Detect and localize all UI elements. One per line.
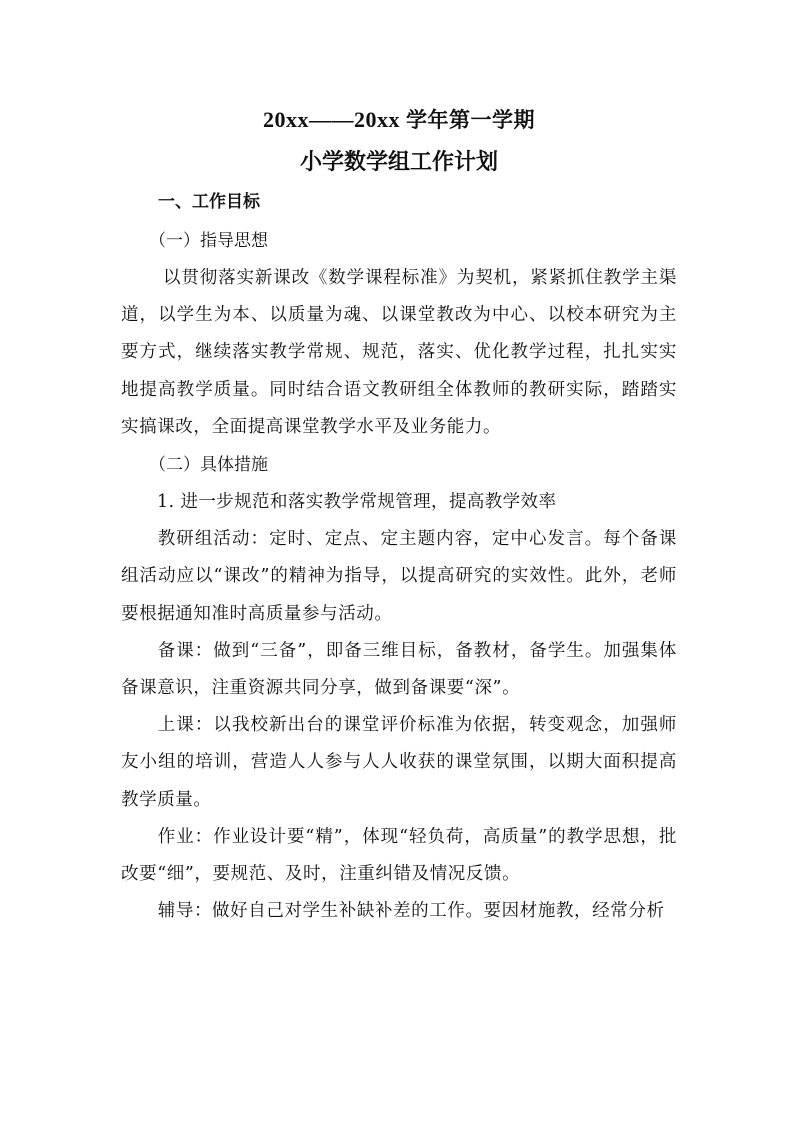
section-heading-work-goals: 一、工作目标	[158, 192, 260, 212]
document-title	[121, 98, 677, 142]
document-subtitle: 小学数学组工作计划	[299, 149, 498, 175]
numbered-item-1: 1. 进一步规范和落实教学常规管理，提高教学效率	[157, 492, 557, 513]
title-year-range: 20xx——20xx	[263, 107, 406, 132]
paragraph-tutoring: 辅导：做好自己对学生补缺补差的工作。要因材施教，经常分析	[157, 901, 665, 922]
document-body	[121, 98, 677, 930]
paragraph-classes: 上课：以我校新出台的课堂评价标准为依据，转变观念，加强师友小组的培训，营造人人参与人人收获的课堂氛围，以期大面积提高教学质量。	[121, 715, 677, 810]
paragraph-homework: 作业：作业设计要“精”，体现“轻负荷，高质量”的教学思想，批改要“细”，要规范、及时，注重纠错及情况反馈。	[121, 826, 677, 885]
subsection-heading-specific-measures: （二）具体措施	[149, 455, 268, 476]
subsection-heading-guiding-ideology: （一）指导思想	[149, 231, 268, 251]
paragraph-lesson-prep: 备课：做到“三备”，即备三维目标，备教材，备学生。加强集体备课意识，注重资源共同分享，做到备课要“深”。	[121, 640, 677, 699]
paragraph-guiding-ideology: 以贯彻落实新课改《数学课程标准》为契机，紧紧抓住教学主渠道，以学生为本、以质量为魂、以课堂教改为中心、以校本研究为主要方式，继续落实教学常规、规范，落实、优化教学过程，扎扎实实地提高教学质量。同时结合语文教研组全体教师的教研实际，踏踏实实搞课改，全面提高课堂教学水平及业务能力。	[121, 268, 677, 437]
title-semester: 学年第一学期	[406, 107, 535, 132]
paragraph-teaching-research: 教研组活动：定时、定点、定主题内容，定中心发言。每个备课组活动应以“课改”的精神为指导，以提高研究的实效性。此外，老师要根据通知准时高质量参与活动。	[121, 529, 677, 624]
